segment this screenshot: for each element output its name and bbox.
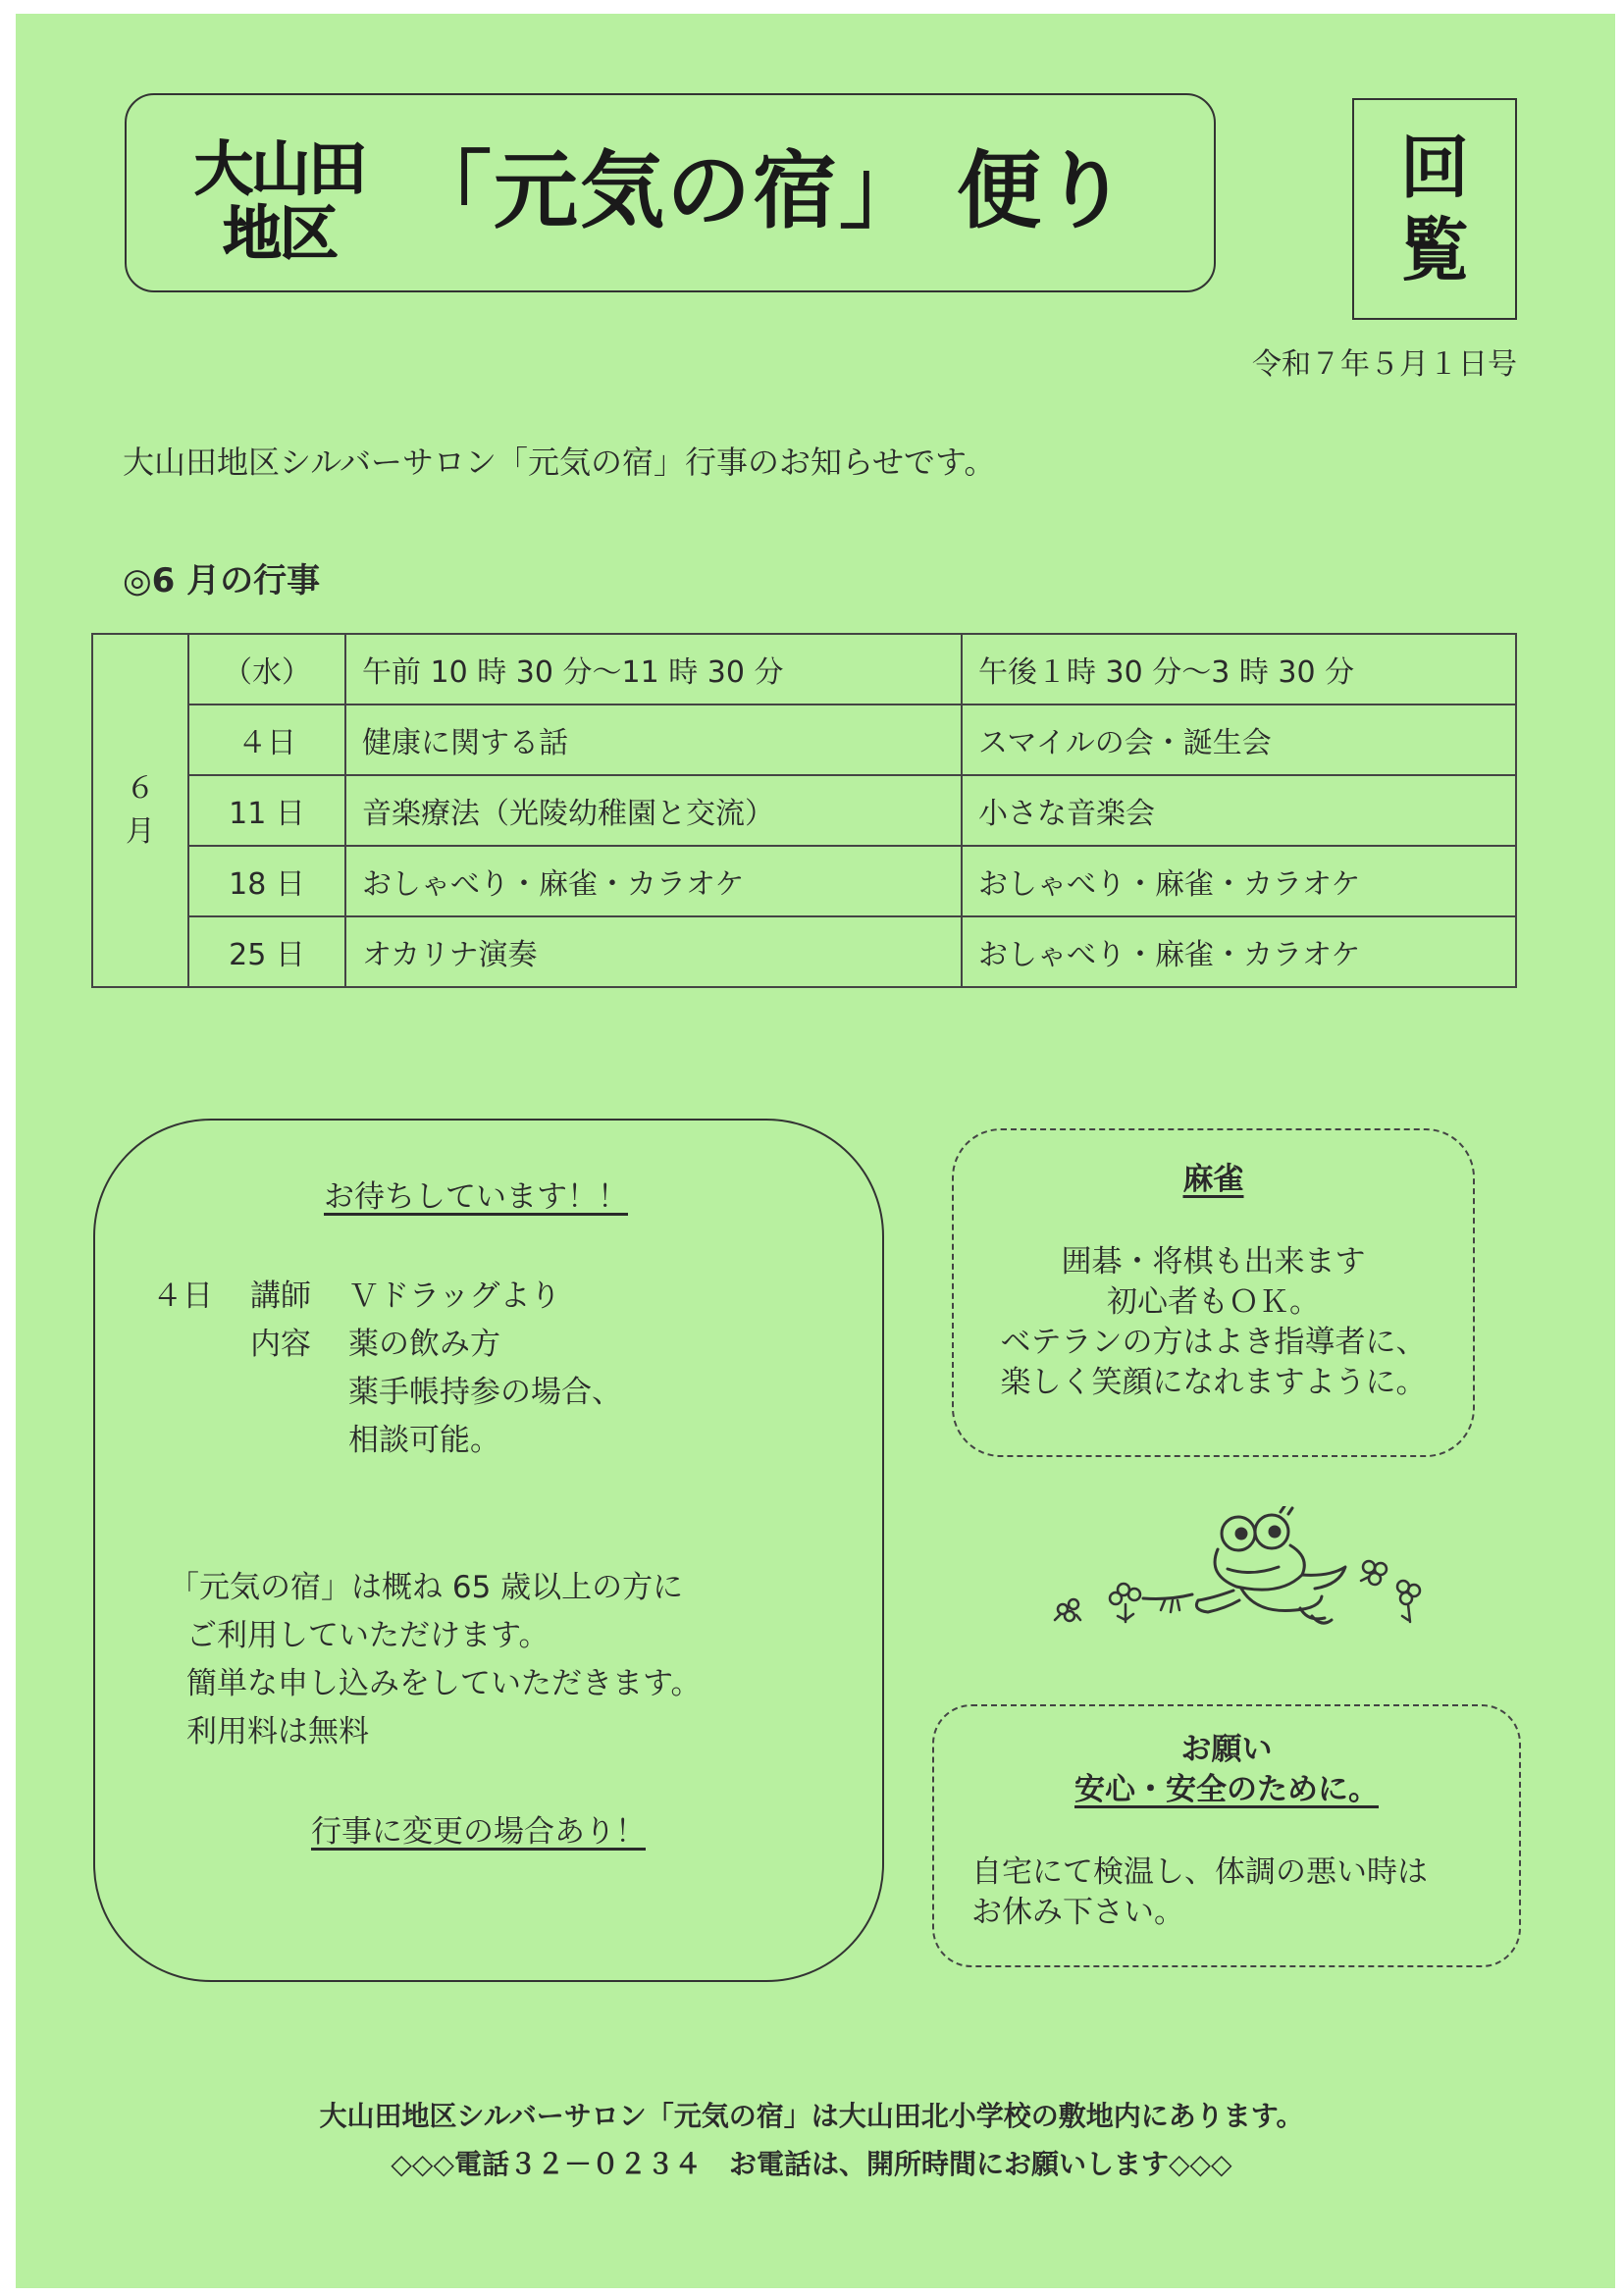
- request-line-1: 自宅にて検温し、体調の悪い時は: [971, 1854, 1428, 1890]
- month-line-1: ６: [126, 771, 155, 806]
- content-line-1: 薬の飲み方: [348, 1327, 500, 1362]
- month-line-2: 月: [126, 814, 155, 849]
- request-heading: お願い: [1180, 1732, 1273, 1767]
- content-label: 内容: [250, 1327, 311, 1362]
- month-cell: [92, 634, 188, 987]
- issue-date: 令和７年５月１日号: [1252, 347, 1517, 382]
- mahjong-line-1: 囲碁・将棋も出来ます: [1061, 1244, 1366, 1279]
- table-header-row: [92, 634, 1516, 704]
- lecture-day: ４日: [152, 1278, 213, 1314]
- row-pm: 小さな音楽会: [962, 775, 1516, 846]
- row-am: オカリナ演奏: [345, 916, 962, 987]
- request-subheading: 安心・安全のために。: [1074, 1772, 1379, 1807]
- schedule-table: [91, 633, 1517, 988]
- lecturer-name: Ｖドラッグより: [348, 1278, 561, 1314]
- row-pm: おしゃべり・麻雀・カラオケ: [962, 916, 1516, 987]
- fee-note: 利用料は無料: [186, 1714, 369, 1749]
- header-am: 午前 10 時 30 分～11 時 30 分: [345, 634, 962, 704]
- mahjong-line-2: 初心者もＯＫ。: [1107, 1284, 1320, 1320]
- frog-illustration: [1045, 1506, 1428, 1639]
- row-day: 11 日: [188, 775, 345, 846]
- mahjong-line-4: 楽しく笑顔になれますように。: [1000, 1365, 1427, 1400]
- section-heading: ◎6 月の行事: [123, 561, 321, 600]
- circulation-char-1: 回: [1400, 128, 1469, 208]
- frog-head: [1215, 1545, 1304, 1590]
- table-row: [92, 704, 1516, 775]
- content-line-3: 相談可能。: [348, 1423, 500, 1458]
- welcome-heading: お待ちしています！！: [324, 1179, 628, 1215]
- row-day: 18 日: [188, 846, 345, 916]
- row-am: 音楽療法（光陵幼稚園と交流）: [345, 775, 962, 846]
- row-am: おしゃべり・麻雀・カラオケ: [345, 846, 962, 916]
- district-label: [186, 137, 373, 267]
- footer-phone: ◇◇◇電話３２－０２３４ お電話は、開所時間にお願いします◇◇◇: [391, 2148, 1232, 2180]
- content-line-2: 薬手帳持参の場合、: [348, 1375, 622, 1410]
- circulation-stamp: [1352, 98, 1517, 320]
- header-pm: 午後１時 30 分～3 時 30 分: [962, 634, 1516, 704]
- change-notice: 行事に変更の場合あり！: [311, 1814, 646, 1850]
- intro-text: 大山田地区シルバーサロン「元気の宿」行事のお知らせです。: [123, 444, 996, 481]
- newsletter-title: 「元気の宿」 便り: [407, 142, 1129, 240]
- row-pm: おしゃべり・麻雀・カラオケ: [962, 846, 1516, 916]
- lecturer-label: 講師: [250, 1278, 311, 1314]
- circulation-char-2: 覧: [1400, 210, 1469, 290]
- header-day: （水）: [188, 634, 345, 704]
- row-day: ４日: [188, 704, 345, 775]
- request-line-2: お休み下さい。: [971, 1895, 1184, 1930]
- usage-note: ご利用していただけます。: [186, 1618, 550, 1653]
- table-row: [92, 775, 1516, 846]
- table-row: [92, 916, 1516, 987]
- district-line-2: 地区: [223, 200, 337, 269]
- row-pm: スマイルの会・誕生会: [962, 704, 1516, 775]
- mahjong-line-3: ベテランの方はよき指導者に、: [1000, 1325, 1427, 1360]
- eligibility-note: 「元気の宿」は概ね 65 歳以上の方に: [169, 1570, 684, 1605]
- row-day: 25 日: [188, 916, 345, 987]
- mahjong-heading: 麻雀: [1182, 1162, 1244, 1197]
- district-line-1: 大山田: [194, 135, 365, 204]
- table-row: [92, 846, 1516, 916]
- application-note: 簡単な申し込みをしていただきます。: [186, 1666, 702, 1701]
- row-am: 健康に関する話: [345, 704, 962, 775]
- footer-location: 大山田地区シルバーサロン「元気の宿」は大山田北小学校の敷地内にあります。: [319, 2100, 1304, 2132]
